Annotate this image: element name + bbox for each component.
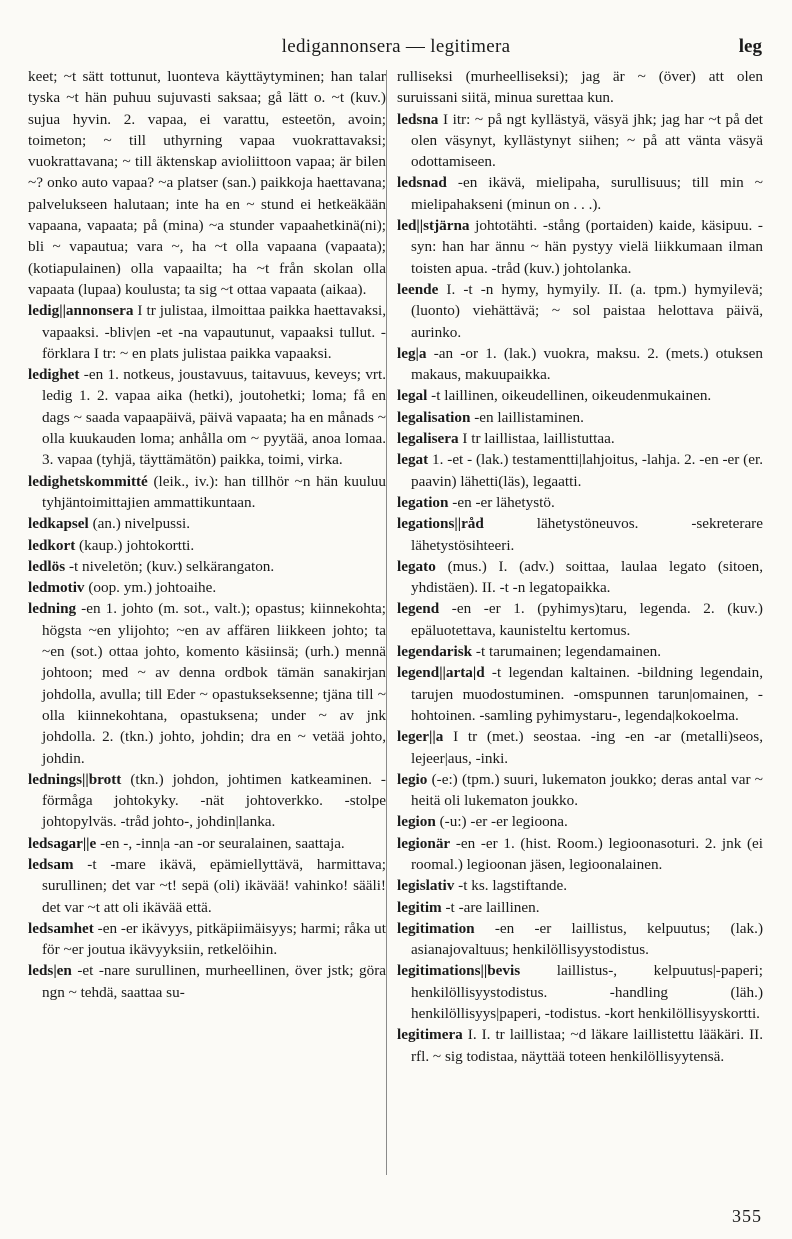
dictionary-entry: legation -en -er lähetystö. xyxy=(397,493,555,511)
dictionary-entry: legations||råd lähetystöneuvos. -sekreterare lähetystösihteeri. xyxy=(397,515,763,554)
dictionary-entry: legat 1. -et - (lak.) testamentti|lahjoitus, -lahja. 2. -en -er (er. paavin) lähetti(läs), legaatti. xyxy=(397,451,763,490)
dictionary-entry: ledkapsel (an.) nivelpussi. xyxy=(28,515,190,533)
dictionary-entry: ledmotiv (oop. ym.) johtoaihe. xyxy=(28,579,217,597)
dictionary-entry: legalisera I tr laillistaa, laillistuttaa. xyxy=(397,430,615,448)
dictionary-entry: keet; ~t sätt tottunut, luonteva käyttäytyminen; han talar tyska ~t hän puhuu sujuvasti saksaa; gå lätt o. ~t (kuv.) sujua hyvin. 2. vapaa, ei varattu, esteetön, avoin; toimeton; ~ till uthyrning vapaa vuokrattavaksi; vuokrattavana; ~ till äktenskap avioliittoon vapaa; är bilen ~? onko auto vapaa? ~a platser (san.) paikkoja haettavana; palvelukseen halutaan; inte ha en ~ stund ei hetkeäkään vapaana, vapaata; på (mina) ~a stunder vapaahetkinä(ni); bli ~ vapautua; vara ~, ha ~t olla vapaana (vapaata); (kotiapulainen) olla vapaailta; ha ~t från skolan olla vapaata (lupaa) koulusta; ta sig ~t ottaa vapaata (aikaa). xyxy=(28,68,386,298)
dictionary-entry: ledsam -t -mare ikävä, epämiellyttävä, harmittava; surullinen; det var ~t! sepä (oli) ikävää! vahinko! sääli! det var ~t att oli ikävää että. xyxy=(28,855,386,916)
column-divider xyxy=(386,70,387,1175)
dictionary-entry: led||stjärna johtotähti. -stång (portaiden) kaide, käsipuu. -syn: han har ännu ~ hän pystyy vielä liikkumaan ilman toisten apua. -tråd (kuv.) johtolanka. xyxy=(397,217,763,277)
left-column xyxy=(28,66,386,1003)
page-header xyxy=(0,36,792,62)
right-column xyxy=(397,66,763,1067)
dictionary-entry: rulliseksi (murheelliseksi); jag är ~ (över) att olen suruissani siitä, minua surettaa kun. xyxy=(397,68,763,107)
dictionary-entry: legal -t laillinen, oikeudellinen, oikeudenmukainen. xyxy=(397,387,712,405)
dictionary-entry: legend||arta|d -t legendan kaltainen. -bildning legendain, tarujen muodostuminen. -omspunnen tarun|omainen, -hohtoinen. -samling pyhimystaru-, legenda|kokoelma. xyxy=(397,664,763,724)
dictionary-entry: legend -en -er 1. (pyhimys)taru, legenda. 2. (kuv.) epäluotettava, kaunisteltu kertomus. xyxy=(397,600,763,639)
dictionary-entry: legitimation -en -er laillistus, kelpuutus; (lak.) asianajovaltuus; henkilöllisyystodistus. xyxy=(397,919,763,959)
dictionary-entry: legionär -en -er 1. (hist. Room.) legioonasoturi. 2. jnk (ei roomal.) legioonan jäsen, legioonalainen. xyxy=(397,834,763,873)
dictionary-entry: ledning -en 1. johto (m. sot., valt.); opastus; kiinnekohta; högsta ~en ylijohto; ~en av affären liikkeen johto; ta ~en (sot.) ottaa johto, komento käsiinsä; (urh.) mennä johtoon; med ~ av denna ordbok tämän sanakirjan johdolla, avulla; till Eder ~ opastukseksenne; tjäna till ~ olla kiinnekohtana, opastuksena; under ~ av jnk johdolla. 2. (tkn.) johto, johdin; dra en ~ vetää johto, johdin. xyxy=(28,600,386,767)
dictionary-entry: ledsagar||e -en -, -inn|a -an -or seuralainen, saattaja. xyxy=(28,834,345,852)
running-head: ledigannonsera — legitimera xyxy=(281,36,511,57)
dictionary-entry: legendarisk -t tarumainen; legendamainen. xyxy=(397,643,662,661)
dictionary-entry: legitimations||bevis laillistus-, kelpuutus|-paperi; henkilöllisyystodistus. -handling (läh.) henkilöllisyys|paperi, -todistus. -kort henkilöllisyyskortti. xyxy=(397,962,763,1023)
dictionary-entry: leds|en -et -nare surullinen, murheellinen, över jstk; göra ngn ~ tehdä, saattaa su- xyxy=(28,962,386,1001)
dictionary-entry: legitim -t -are laillinen. xyxy=(397,898,540,916)
dictionary-entry: legion (-u:) -er -er legioona. xyxy=(397,813,568,831)
dictionary-entry: ledighetskommitté (leik., iv.): han tillhör ~n hän kuuluu tyhjäntoimittajien ammattikuntaan. xyxy=(28,472,386,511)
page-number: 355 xyxy=(732,1206,762,1226)
dictionary-entry: leg|a -an -or 1. (lak.) vuokra, maksu. 2. (mets.) otuksen makaus, makuupaikka. xyxy=(397,344,763,384)
dictionary-entry: leende I. -t -n hymy, hymyily. II. (a. tpm.) hymyilevä; (luonto) viehättävä; ~ sol paistaa helottava päivä, aurinko. xyxy=(397,280,763,341)
dictionary-entry: legalisation -en laillistaminen. xyxy=(397,408,584,426)
guide-word: leg xyxy=(738,36,762,57)
dictionary-entry: leger||a I tr (met.) seostaa. -ing -en -ar (metalli)seos, lejeer|aus, -inki. xyxy=(397,728,763,767)
dictionary-entry: lednings||brott (tkn.) johdon, johtimen katkeaminen. -förmåga johtokyky. -nät johtoverkko. -stolpe johtopylväs. -tråd johto-, johdin|lanka. xyxy=(28,770,386,831)
dictionary-entry: legato (mus.) I. (adv.) soittaa, laulaa legato (sitoen, yhdistäen). II. -t -n legatopaikka. xyxy=(397,557,763,597)
dictionary-entry: ledsna I itr: ~ på ngt kyllästyä, väsyä jhk; jag har ~t på det olen väsynyt, kyllästynyt siihen; ~ på att vänta väsyä odottamiseen. xyxy=(397,110,763,171)
dictionary-entry: legitimera I. I. tr laillistaa; ~d läkare laillistettu lääkäri. II. rfl. ~ sig todistaa, näyttää toteen henkilöllisyytensä. xyxy=(397,1026,763,1065)
dictionary-entry: ledkort (kaup.) johtokortti. xyxy=(28,536,195,554)
dictionary-entry: ledsnad -en ikävä, mielipaha, surullisuus; till min ~ mielipahakseni (minun on . . .). xyxy=(397,174,763,213)
dictionary-entry: ledig||annonsera I tr julistaa, ilmoittaa paikka haettavaksi, vapaaksi. -bliv|en -et -na vapautunut, vapaaksi tullut. -förklara I tr: ~ en plats julistaa paikka vapaaksi. xyxy=(28,302,386,362)
dictionary-entry: legio (-e:) (tpm.) suuri, lukematon joukko; deras antal var ~ heitä oli lukematon joukko. xyxy=(397,770,763,810)
dictionary-entry: ledsamhet -en -er ikävyys, pitkäpiimäisyys; harmi; råka ut för ~er joutua ikävyyksiin, retkelöihin. xyxy=(28,919,386,959)
dictionary-entry: legislativ -t ks. lagstiftande. xyxy=(397,877,567,895)
dictionary-entry: ledlös -t niveletön; (kuv.) selkärangaton. xyxy=(28,557,275,575)
dictionary-entry: ledighet -en 1. notkeus, joustavuus, taitavuus, keveys; vrt. ledig 1. 2. vapaa aika (hetki), joutohetki; loma; få en dags ~ saada vapaapäivä, päivä vapaata; ha en månads ~ olla kuukauden loma; anhålla om ~ pyytää, anoa lomaa. 3. vapaa (tyhjä, täyttämätön) paikka, toimi, virka. xyxy=(28,366,386,469)
